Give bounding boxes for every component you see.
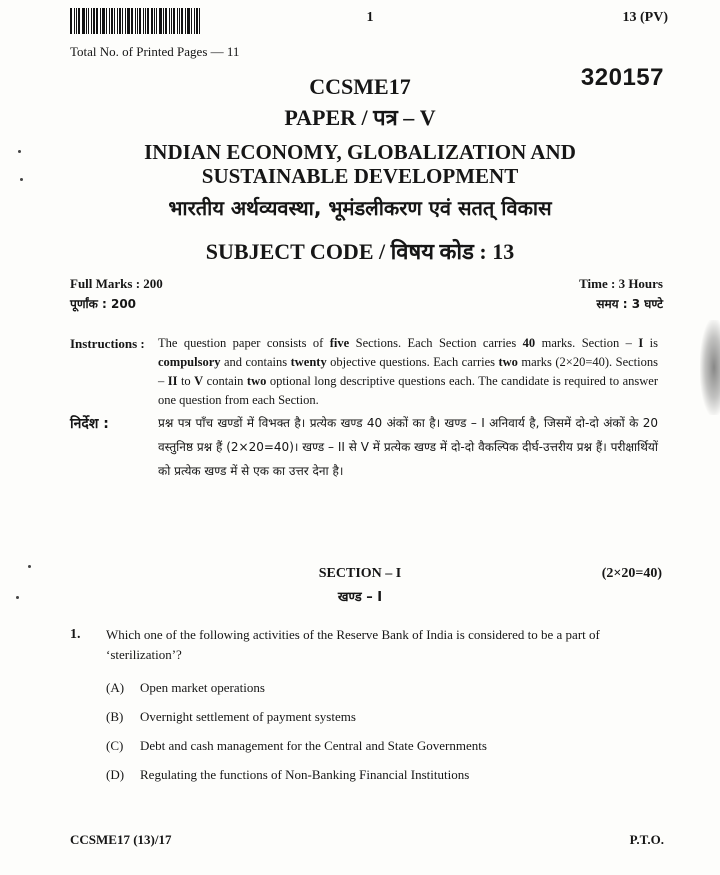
- question-number: 1.: [70, 627, 81, 642]
- barcode-bar: [154, 8, 155, 34]
- option-text: Regulating the functions of Non-Banking Financial Institutions: [140, 767, 470, 782]
- barcode-bar: [185, 8, 186, 34]
- barcode-bar: [194, 8, 195, 34]
- option-label: (A): [106, 680, 125, 695]
- barcode-bar: [102, 8, 105, 34]
- barcode-bar: [76, 8, 77, 34]
- scan-smudge: [700, 320, 720, 415]
- paper-code-pv: 13 (PV): [622, 10, 668, 25]
- barcode-bar: [82, 8, 85, 34]
- footer-pto: P.T.O.: [629, 832, 664, 847]
- barcode-bar: [100, 8, 101, 34]
- barcode-bar: [187, 8, 190, 34]
- barcode-bar: [139, 8, 141, 34]
- barcode-bar: [114, 8, 115, 34]
- barcode-bar: [111, 8, 113, 34]
- paper-code-title: CCSME17: [309, 74, 411, 99]
- footer-paper-code: CCSME17 (13)/17: [70, 832, 172, 847]
- barcode-bar: [173, 8, 175, 34]
- time-allowed: [579, 274, 663, 314]
- instr-seg: and contains: [220, 355, 291, 369]
- option-c: [106, 738, 487, 754]
- barcode-bar: [196, 8, 198, 34]
- instr-seg: marks. Section –: [535, 336, 639, 350]
- barcode-bar: [156, 8, 157, 34]
- nirdesh-label: निर्देश :: [70, 416, 109, 432]
- instr-seg: optional long descriptive questions each. The candidate is required to answer one question from each Section.: [158, 374, 658, 407]
- barcode-bar: [131, 8, 133, 34]
- barcode-bar: [159, 8, 162, 34]
- instr-bold: five: [329, 336, 350, 350]
- option-label: (B): [106, 709, 124, 724]
- serial-number: 320157: [580, 64, 664, 91]
- option-label: (C): [106, 738, 124, 753]
- option-text: Open market operations: [140, 680, 265, 695]
- barcode-bar: [106, 8, 107, 34]
- instructions-label: Instructions :: [70, 336, 145, 351]
- barcode-bar: [88, 8, 89, 34]
- scan-speck: [20, 178, 23, 181]
- barcode-bar: [181, 8, 183, 34]
- scan-speck: [18, 150, 21, 153]
- instr-bold: two: [498, 355, 518, 369]
- time-english: Time : 3 Hours: [579, 276, 663, 291]
- barcode-bar: [74, 8, 75, 34]
- barcode-bar: [151, 8, 153, 34]
- instructions-text: [158, 334, 658, 410]
- option-label: (D): [106, 767, 125, 782]
- barcode-bar: [86, 8, 87, 34]
- instr-seg: contain: [203, 374, 247, 388]
- barcode-bar: [78, 8, 80, 34]
- paper-title: PAPER / पत्र – V: [284, 105, 436, 130]
- full-marks-english: Full Marks : 200: [70, 276, 163, 291]
- barcode-bar: [137, 8, 138, 34]
- barcode-bar: [109, 8, 110, 34]
- instr-seg: marks (2×20=40). Sections –: [158, 355, 658, 388]
- barcode-bar: [119, 8, 121, 34]
- subject-title-line1: INDIAN ECONOMY, GLOBALIZATION AND: [144, 140, 576, 164]
- scan-speck: [16, 596, 19, 599]
- instr-bold: two: [246, 374, 267, 388]
- subject-title-hindi: भारतीय अर्थव्यवस्था, भूमंडलीकरण एवं सतत् विकास: [168, 196, 552, 220]
- barcode-bar: [91, 8, 92, 34]
- option-text: Overnight settlement of payment systems: [140, 709, 356, 724]
- barcode-bar: [171, 8, 172, 34]
- subject-title-line2: SUSTAINABLE DEVELOPMENT: [201, 164, 519, 188]
- barcode-bar: [135, 8, 136, 34]
- total-pages: Total No. of Printed Pages — 11: [70, 44, 240, 59]
- instr-bold: I: [638, 336, 644, 350]
- barcode-bar: [199, 8, 200, 34]
- instr-seg: The question paper consists of: [158, 336, 330, 350]
- option-b: [106, 709, 356, 725]
- barcode-bar: [127, 8, 130, 34]
- section-title-hindi: खण्ड – I: [337, 590, 383, 605]
- barcode: [70, 8, 202, 34]
- barcode-bar: [191, 8, 192, 34]
- barcode-bar: [169, 8, 170, 34]
- barcode-bar: [93, 8, 95, 34]
- barcode-bar: [147, 8, 149, 34]
- instr-bold: II: [167, 374, 178, 388]
- instr-bold: compulsory: [158, 355, 221, 369]
- option-text: Debt and cash management for the Central and State Governments: [140, 738, 487, 753]
- barcode-bar: [70, 8, 72, 34]
- barcode-bar: [163, 8, 164, 34]
- barcode-bar: [165, 8, 167, 34]
- question-text: Which one of the following activities of the Reserve Bank of India is considered to be a part of ‘sterilization’?: [106, 627, 600, 662]
- barcode-bar: [117, 8, 118, 34]
- instr-seg: to: [177, 374, 195, 388]
- barcode-bar: [179, 8, 180, 34]
- subject-title: [0, 140, 720, 188]
- barcode-bar: [122, 8, 123, 34]
- scan-speck: [28, 565, 31, 568]
- full-marks-hindi: पूर्णांक : 200: [70, 297, 137, 311]
- instr-seg: objective questions. Each carries: [326, 355, 499, 369]
- barcode-bar: [145, 8, 146, 34]
- barcode-bar: [96, 8, 98, 34]
- section-title: SECTION – I: [318, 566, 402, 581]
- barcode-bar: [177, 8, 178, 34]
- barcode-bar: [143, 8, 144, 34]
- instr-bold: twenty: [290, 355, 327, 369]
- time-hindi: समय : 3 घण्टे: [596, 297, 663, 311]
- full-marks: [70, 274, 163, 314]
- option-d: [106, 767, 469, 783]
- instr-bold: 40: [522, 336, 536, 350]
- option-a: [106, 680, 265, 696]
- instr-bold: V: [194, 374, 204, 388]
- instr-seg: is: [643, 336, 658, 350]
- page-number: 1: [366, 10, 374, 25]
- section-marks: (2×20=40): [601, 566, 662, 581]
- nirdesh-text: प्रश्न पत्र पाँच खण्डों में विभक्त है। प्रत्येक खण्ड 40 अंकों का है। खण्ड – I अनिवार्य है, जिसमें दो-दो अंकों के 20 वस्तुनिष्ठ प्रश्न हैं (2×20=40)। खण्ड – II से V में प्रत्येक खण्ड में दो-दो वैकल्पिक दीर्घ-उत्तरीय प्रश्न हैं। परीक्षार्थियों को प्रत्येक खण्ड में से एक का उत्तर देना है।: [158, 416, 658, 478]
- barcode-bar: [125, 8, 126, 34]
- subject-code: SUBJECT CODE / विषय कोड : 13: [205, 239, 515, 264]
- instr-seg: Sections. Each Section carries: [349, 336, 523, 350]
